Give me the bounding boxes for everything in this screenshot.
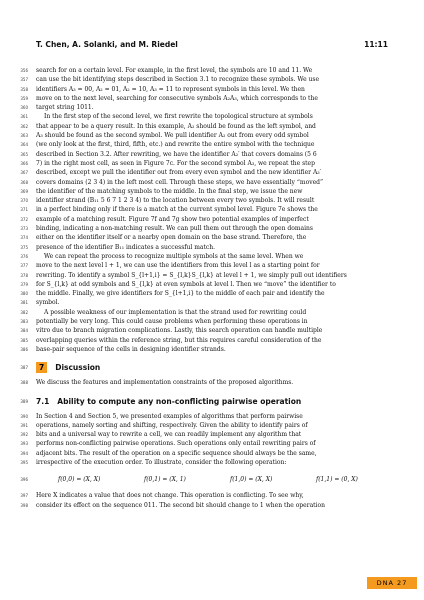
text-line: [20, 131, 390, 140]
line-text: base-pair sequence of the cells in designing identifier strands.: [36, 345, 226, 353]
line-text: binding, indicating a non-matching result. We can pull them out through the open domains: [36, 225, 313, 233]
line-number: 366: [20, 160, 28, 166]
line-number: 375: [20, 244, 28, 250]
text-line: [20, 317, 390, 326]
text-line: [20, 271, 390, 280]
line-text: A₃ should be found as the second symbol. We pull identifier A₂ out from every odd symbol: [36, 132, 309, 140]
line-number: 379: [20, 281, 28, 287]
line-number: 362: [20, 123, 28, 129]
line-number: 377: [20, 263, 28, 269]
line-number: 393: [20, 441, 28, 447]
text-line: [20, 243, 390, 252]
line-text: In Section 4 and Section 5, we presented examples of algorithms that perform pairwise: [36, 412, 303, 420]
paragraph-2: [20, 112, 390, 251]
text-line: [20, 187, 390, 196]
section-heading-7: [20, 361, 390, 375]
line-text: bits and a universal way to rewrite a cell, we can readily implement any algorithm that: [36, 431, 302, 439]
line-text: described, except we pull the identifier out from every even symbol and the new identifier A₃′: [36, 169, 322, 177]
line-number: 387: [20, 365, 28, 371]
conference-badge: DNA 27: [367, 577, 417, 589]
line-number: 395: [20, 459, 28, 465]
line-text: move to the next level l + 1, we can use the identifiers from this level l as a starting point for: [36, 262, 320, 270]
text-line: [20, 112, 390, 121]
header-page-number: 11:11: [364, 40, 388, 49]
line-text: consider its effect on the sequence 011. The second bit should change to 1 when the operation: [36, 501, 325, 509]
line-text: performs non-conflicting pairwise operations. Such operations only entail rewriting pairs of: [36, 440, 316, 448]
equation-term-4: f(1,1) = (0, X): [316, 476, 358, 484]
text-line: [20, 159, 390, 168]
line-number: 360: [20, 105, 28, 111]
line-number: 389: [20, 398, 28, 404]
text-line: [20, 66, 390, 75]
line-text: identifier strand (B₁₁ 5 6 7 1 2 3 4) to the location between every two symbols. It will result: [36, 197, 315, 205]
line-text: 7) in the right most cell, as seen in Figure 7c. For the second symbol A₃, we repeat the step: [36, 159, 315, 167]
text-line: [20, 75, 390, 84]
line-number: 397: [20, 493, 28, 499]
line-text: A possible weakness of our implementation is that the strand used for rewriting could: [44, 308, 307, 316]
section-number-badge: 7: [36, 362, 47, 373]
line-text: operations, namely sorting and shifting, respectively. Given the ability to identify pairs of: [36, 421, 308, 429]
line-number: 398: [20, 502, 28, 508]
line-number: 385: [20, 337, 28, 343]
line-text: target string 1011.: [36, 104, 94, 112]
text-line: [20, 430, 390, 439]
text-line: [20, 261, 390, 270]
text-line: [20, 280, 390, 289]
equation-term-2: f(0,1) = (X, 1): [144, 476, 186, 484]
text-line: [20, 308, 390, 317]
paragraph-7: [20, 491, 390, 510]
text-line: [20, 122, 390, 131]
text-line: [20, 458, 390, 467]
paragraph-4: [20, 308, 390, 354]
text-line: [20, 196, 390, 205]
line-text: the identifier of the matching symbols to the middle. In the final step, we issue the new: [36, 187, 303, 195]
text-line: [20, 439, 390, 448]
line-number: 369: [20, 188, 28, 194]
line-number: 357: [20, 77, 28, 83]
line-text: We discuss the features and implementation constraints of the proposed algorithms.: [36, 379, 294, 387]
text-line: [20, 150, 390, 159]
header-authors: T. Chen, A. Solanki, and M. Riedel: [36, 40, 178, 49]
line-number: 363: [20, 133, 28, 139]
line-text: We can repeat the process to recognize multiple symbols at the same level. When we: [44, 252, 304, 260]
line-text: move on to the next level, searching for consecutive symbols A₂A₃, which corresponds to the: [36, 94, 318, 102]
line-text: rewriting. To identify a symbol S_{l+1,i} = S_{l,k}S_{l,k} at level l + 1, we simply pull out identifiers: [36, 271, 347, 279]
line-number: 361: [20, 114, 28, 120]
line-number: 381: [20, 300, 28, 306]
text-line: [20, 94, 390, 103]
line-number: 396: [20, 477, 28, 483]
text-line: [20, 205, 390, 214]
text-line: [20, 491, 390, 500]
text-line: [20, 412, 390, 421]
text-line: [20, 85, 390, 94]
text-line: [20, 298, 390, 307]
paragraph-1: [20, 66, 390, 112]
line-number: 365: [20, 151, 28, 157]
text-line: [20, 168, 390, 177]
line-number: 383: [20, 319, 28, 325]
line-text: adjacent bits. The result of the operation on a specific sequence should always be the same,: [36, 449, 317, 457]
text-line: [20, 326, 390, 335]
subsection-number: 7.1: [36, 396, 50, 406]
line-text: for S_{l,k} at odd symbols and S_{l,k} at even symbols at level l. Then we “move” the identifier to: [36, 280, 336, 288]
text-line: [20, 345, 390, 354]
line-number: 370: [20, 198, 28, 204]
line-text: In the first step of the second level, we first rewrite the topological structure at symbols: [44, 113, 313, 121]
line-number: 373: [20, 226, 28, 232]
line-text: presence of the identifier B₁₁ indicates a successful match.: [36, 243, 216, 251]
line-number: 374: [20, 235, 28, 241]
line-text: identifiers A₃ = 00, A₂ = 01, A₂ = 10, A₃ = 11 to represent symbols in this level. We then: [36, 85, 305, 93]
text-line: [20, 289, 390, 298]
line-number: 356: [20, 68, 28, 73]
text-line: [20, 501, 390, 510]
line-text: either on the identifier itself or a nearby open domain on the base strand. Therefore, the: [36, 234, 307, 242]
page-body: [20, 66, 390, 510]
line-text: symbol.: [36, 299, 60, 307]
text-line: [20, 421, 390, 430]
line-text: covers domains (2 3 4) in the left most cell. Through these steps, we have essentially “moved”: [36, 178, 324, 186]
line-text: vitro due to branch migration complications. Lastly, this search operation can handle multiple: [36, 327, 323, 335]
line-number: 371: [20, 207, 28, 213]
line-text: irrespective of the execution order. To illustrate, consider the following operation:: [36, 458, 287, 466]
text-line: [20, 215, 390, 224]
paragraph-6: [20, 412, 390, 468]
line-text: potentially be very long. This could cause problems when performing these operations in: [36, 318, 308, 326]
paragraph-5: [20, 378, 390, 387]
section-title: Discussion: [55, 363, 101, 373]
line-number: 388: [20, 380, 28, 386]
line-number: 392: [20, 432, 28, 438]
subsection-heading-7-1: [20, 395, 390, 409]
text-line: [20, 140, 390, 149]
line-number: 372: [20, 216, 28, 222]
line-number: 364: [20, 142, 28, 148]
paragraph-3: [20, 252, 390, 308]
line-number: 384: [20, 328, 28, 334]
line-text: (we only look at the first, third, fifth, etc.) and rewrite the entire symbol with the technique: [36, 141, 315, 149]
equation-term-1: f(0,0) = (X, X): [58, 476, 101, 484]
line-number: 358: [20, 86, 28, 92]
text-line: [20, 103, 390, 112]
text-line: [20, 336, 390, 345]
line-number: 378: [20, 272, 28, 278]
line-number: 368: [20, 179, 28, 185]
equation: [20, 473, 390, 487]
line-number: 380: [20, 291, 28, 297]
text-line: [20, 224, 390, 233]
line-text: can use the bit identifying steps described in Section 3.1 to recognize these symbols. We use: [36, 76, 320, 84]
line-text: the middle. Finally, we give identifiers for S_{l+1,i} to the middle of each pair and identify the: [36, 290, 325, 298]
line-number: 367: [20, 170, 28, 176]
subsection-title: Ability to compute any non-conflicting pairwise operation: [57, 396, 302, 406]
equation-term-3: f(1,0) = (X, X): [230, 476, 273, 484]
line-text: described in Section 3.2. After rewriting, we have the identifier A₂′ that covers domains (5 6: [36, 150, 317, 158]
line-number: 376: [20, 253, 28, 259]
text-line: [20, 378, 390, 387]
line-text: that appear to be a query result. In this example, A₂ should be found as the left symbol, and: [36, 122, 316, 130]
text-line: [20, 449, 390, 458]
line-text: overlapping queries within the reference string, but this requires careful consideration of the: [36, 336, 322, 344]
line-number: 390: [20, 413, 28, 419]
text-line: [20, 178, 390, 187]
line-number: 386: [20, 346, 28, 352]
line-text: Here X indicates a value that does not change. This operation is conflicting. To see why,: [36, 492, 304, 500]
line-number: 359: [20, 95, 28, 101]
text-line: [20, 252, 390, 261]
line-text: in a perfect binding only if there is a match at the current symbol level. Figure 7e shows the: [36, 206, 318, 214]
line-number: 394: [20, 450, 28, 456]
line-number: 391: [20, 422, 28, 428]
running-header: [36, 40, 388, 52]
text-line: [20, 233, 390, 242]
line-text: example of a matching result. Figure 7f and 7g show two potential examples of imperfect: [36, 215, 309, 223]
line-number: 382: [20, 309, 28, 315]
line-text: search for on a certain level. For example, in the first level, the symbols are 10 and 11. We: [36, 67, 313, 74]
